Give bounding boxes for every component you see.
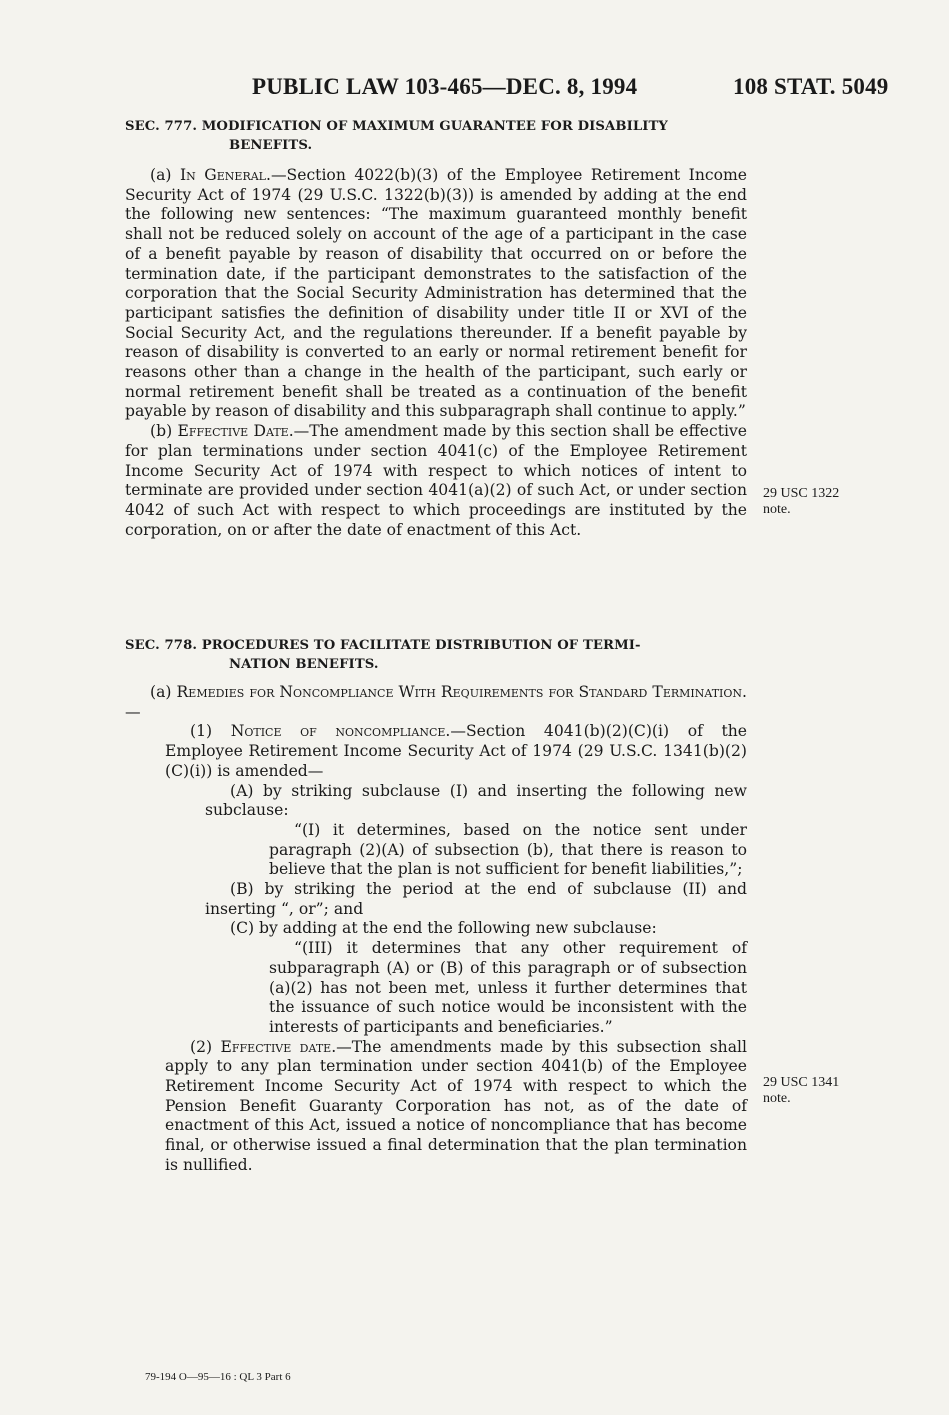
- paragraph-2: [125, 1038, 747, 1176]
- paragraph-2-label: (2): [190, 1037, 221, 1056]
- subparagraph-B: (B) by striking the period at the end of subclause (II) and inserting “, or”; and: [205, 880, 747, 918]
- subparagraph-C: (C) by adding at the end the following new subclause:: [230, 919, 657, 938]
- section-778-body: [125, 683, 747, 1176]
- section-777-heading-line2: BENEFITS.: [229, 138, 313, 153]
- subsection-a-caption: In General: [180, 166, 266, 184]
- margin-note-777-line1: 29 USC 1322: [763, 486, 840, 501]
- section-778-heading-line2: NATION BENEFITS.: [229, 657, 379, 672]
- subsection-a-text: .—Section 4022(b)(3) of the Employee Retirement Income Security Act of 1974 (29 U.S.C. 1322(b)(3)) is amended by adding at the end the following new sentences: “The maximum guaranteed monthly benefit shall not be reduced solely on account of the age of a participant in the case of a benefit payable by reason of disability that occurred on or before the termination date, if the participant demonstrates to the satisfaction of the corporation that the Social Security Administration has determined that the participant satisfies the definition of disability under title II or XVI of the Social Security Act, and the regulations thereunder. If a benefit payable by reason of disability is converted to an early or normal retirement benefit for reasons other than a change in the health of the participant, such early or normal retirement benefit shall be treated as a continuation of the benefit payable by reason of disability and this subparagraph shall continue to apply.”: [125, 166, 747, 421]
- subclause-I: “(I) it determines, based on the notice sent under paragraph (2)(A) of subsection (b), that there is reason to believe that the plan is not sufficient for benefit liabilities,”;: [269, 820, 747, 879]
- section-777-body: [125, 166, 747, 540]
- section-777-heading: [125, 117, 747, 155]
- subsection-b-caption: Effective Date: [177, 422, 289, 441]
- subsection-a-caption: Remedies for Noncompliance With Requirements for Standard Termination: [176, 683, 743, 701]
- margin-note-778-line2: note.: [763, 1091, 791, 1106]
- margin-note-777: [763, 486, 873, 518]
- section-778-subsection-a: [125, 683, 747, 722]
- margin-note-777-line2: note.: [763, 502, 791, 517]
- running-header-title: PUBLIC LAW 103-465—DEC. 8, 1994: [252, 74, 638, 99]
- paragraph-1-label: (1): [190, 722, 231, 741]
- subparagraph-A: (A) by striking subclause (I) and inserting the following new subclause:: [205, 781, 747, 820]
- margin-note-778-line1: 29 USC 1341: [763, 1075, 840, 1090]
- section-778-heading: [125, 636, 747, 674]
- paragraph-2-caption: Effective date: [220, 1037, 332, 1056]
- statute-page-number: 108 STAT. 5049: [733, 74, 889, 99]
- subsection-a-tail: .—: [125, 683, 748, 721]
- subsection-a-label: (a): [150, 683, 177, 701]
- section-777-subsection-a: [125, 166, 747, 422]
- subsection-b-text: .—The amendment made by this section shall be effective for plan terminations under section 4041(c) of the Employee Retirement Income Security Act of 1974 with respect to which notices of intent to terminate are provided under section 4041(a)(2) of such Act, or under section 4042 of such Act with respect to which proceedings are instituted by the corporation, on or after the date of enactment of this Act.: [125, 422, 747, 539]
- print-job-code: 79-194 O—95—16 : QL 3 Part 6: [145, 1371, 291, 1383]
- paragraph-1-caption: Notice of noncompliance: [230, 722, 446, 741]
- section-777-heading-line1: SEC. 777. MODIFICATION OF MAXIMUM GUARANTEE FOR DISABILITY: [125, 119, 668, 134]
- section-778-heading-line1: SEC. 778. PROCEDURES TO FACILITATE DISTRIBUTION OF TERMI-: [125, 638, 641, 653]
- subsection-a-label: (a): [150, 166, 180, 184]
- margin-note-778: [763, 1075, 873, 1107]
- subsection-b-label: (b): [150, 422, 178, 441]
- paragraph-1: [125, 722, 747, 781]
- paragraph-2-text: .—The amendments made by this subsection shall apply to any plan termination under section 4041(b) of the Employee Retirement Income Security Act of 1974 with respect to which the Pension Benefit Guaranty Corporation has not, as of the date of enactment of this Act, issued a notice of noncompliance that has become final, or otherwise issued a final determination that the plan termination is nullified.: [165, 1037, 747, 1174]
- paragraph-1-text: .—Section 4041(b)(2)(C)(i) of the Employee Retirement Income Security Act of 1974 (29 U.S.C. 1341(b)(2)(C)(i)) is amended—: [165, 722, 747, 780]
- section-777-subsection-b: [125, 422, 747, 540]
- subclause-III: “(III) it determines that any other requirement of subparagraph (A) or (B) of this paragraph or of subsection (a)(2) has not been met, unless it further determines that the issuance of such notice would be inconsistent with the interests of participants and beneficiaries.”: [269, 939, 747, 1036]
